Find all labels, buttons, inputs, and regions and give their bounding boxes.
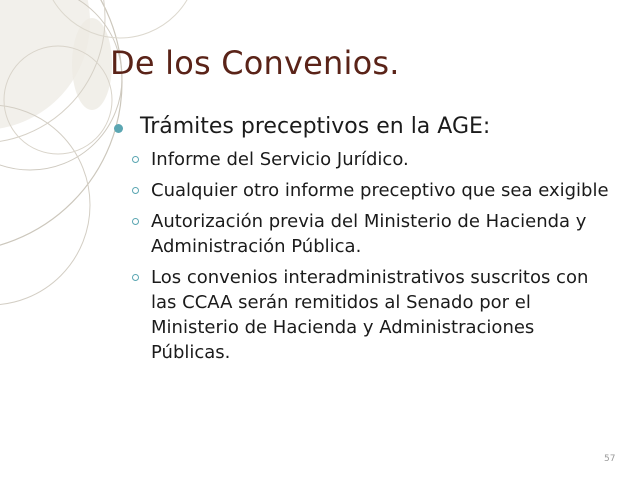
- bullet-ring-icon: [132, 218, 139, 225]
- sub-bullet-item: [132, 178, 612, 203]
- bullet-ring-icon: [132, 156, 139, 163]
- bullet-ring-icon: [132, 274, 139, 281]
- sub-bullet-item: [132, 147, 612, 172]
- bullet-ring-icon: [132, 187, 139, 194]
- sub-bullet-text: Autorización previa del Ministerio de Hacienda y Administración Pública.: [151, 211, 587, 257]
- sub-bullet-text: Informe del Servicio Jurídico.: [151, 149, 409, 170]
- main-bullet-text: Trámites preceptivos en la AGE:: [140, 114, 491, 139]
- sub-bullet-text: Cualquier otro informe preceptivo que sea exigible: [151, 180, 609, 201]
- sub-bullet-item: [132, 265, 612, 365]
- sub-bullet-list: [132, 147, 612, 371]
- page-number: 57: [604, 454, 616, 464]
- sub-bullet-text: Los convenios interadministrativos suscritos con las CCAA serán remitidos al Senado por el Ministerio de Hacienda y Administraciones Públicas.: [151, 267, 589, 363]
- sub-bullet-item: [132, 209, 612, 259]
- slide-title: De los Convenios.: [110, 44, 400, 82]
- bullet-dot-icon: [114, 124, 123, 133]
- decor-arc-bottom: [0, 105, 90, 305]
